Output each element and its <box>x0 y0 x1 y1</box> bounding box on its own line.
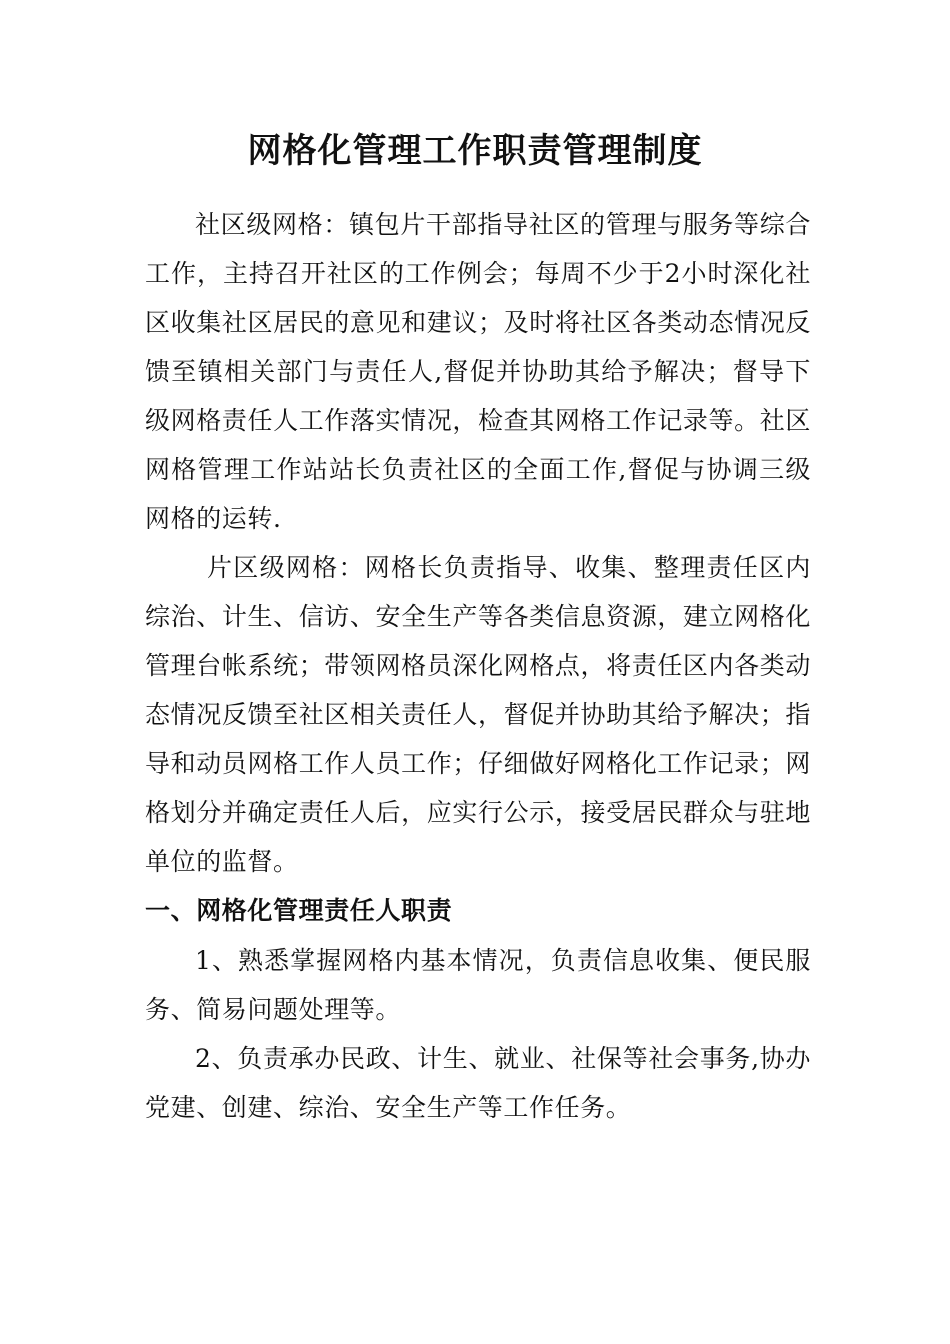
paragraph-community-level: 社区级网格：镇包片干部指导社区的管理与服务等综合工作，主持召开社区的工作例会；每周不少于2小时深化社区收集社区居民的意见和建议；及时将社区各类动态情况反馈至镇相关部门与责任人,督促并协助其给予解决；督导下级网格责任人工作落实情况，检查其网格工作记录等。社区网格管理工作站站长负责社区的全面工作,督促与协调三级网格的运转. <box>145 210 811 533</box>
section-heading: 一、网格化管理责任人职责 <box>145 896 453 925</box>
list-item-1: 1、熟悉掌握网格内基本情况，负责信息收集、便民服务、简易问题处理等。 <box>145 946 811 1024</box>
paragraph-area-level: 片区级网格：网格长负责指导、收集、整理责任区内综治、计生、信访、安全生产等各类信息资源，建立网格化管理台帐系统；带领网格员深化网格点，将责任区内各类动态情况反馈至社区相关责任人，督促并协助其给予解决；指导和动员网格工作人员工作；仔细做好网格化工作记录；网格划分并确定责任人后，应实行公示，接受居民群众与驻地单位的监督。 <box>145 553 811 876</box>
document-body <box>145 200 811 1132</box>
list-item-2: 2、负责承办民政、计生、就业、社保等社会事务,协办党建、创建、综治、安全生产等工作任务。 <box>145 1044 811 1122</box>
document-title: 网格化管理工作职责管理制度 <box>247 131 703 171</box>
